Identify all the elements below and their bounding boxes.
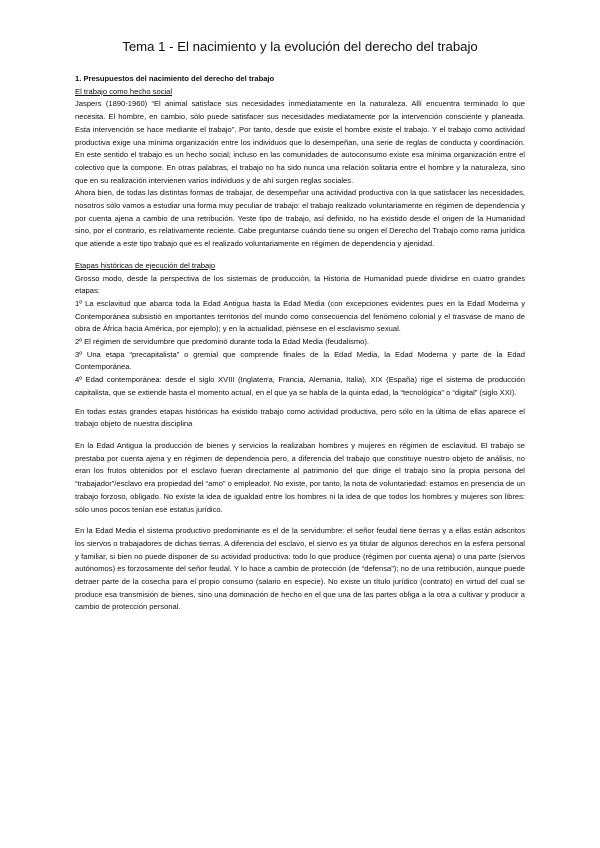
document-title: Tema 1 - El nacimiento y la evolución del derecho del trabajo bbox=[122, 39, 478, 54]
paragraph-closing: En todas estas grandes etapas históricas ha existido trabajo como actividad productiva, pero sólo en la última de ellas aparece el trabajo objeto de nuestra disciplina bbox=[75, 406, 525, 429]
document-page bbox=[75, 38, 525, 614]
paragraph-edad-antigua: En la Edad Antigua la producción de bienes y servicios la realizaban hombres y mujeres en régimen de esclavitud. El trabajo se prestaba por cuenta ajena y en régimen de dependencia pero, a diferencia del trabajo que constituye nuestro objeto de análisis, no eran los frutos obtenidos por el esclavo fueran directamente al patrimonio del que dirige el trabajo sino la propia persona del “trabajador”/esclavo era propiedad del “amo” o empleador. No existe, por tanto, la nota de voluntariedad: estamos en presencia de un trabajo forzoso, obligado. No existe la idea de igualdad entre los hombres ni la idea de que todos los hombres y mujeres son libres: sólo unos pocos tenían ese estatus jurídico. bbox=[75, 440, 525, 514]
stage-item: 1º La esclavitud que abarca toda la Edad Antigua hasta la Edad Media (con excepciones evidentes pues en la Edad Moderna y Contemporánea subsistió en importantes territorios del mundo como consecuencia del fenómeno colonial y el trasvase de mano de obra de África hacia América, por ejemplo); y en la actualidad, piénsese en el esclavismo sexual. bbox=[75, 298, 525, 334]
stage-item: 3º Una etapa “precapitalista” o gremial que comprende finales de la Edad Media, la Edad Moderna y parte de la Edad Contemporánea. bbox=[75, 349, 525, 372]
stage-item: 4º Edad contemporánea: desde el siglo XVIII (Inglaterra, Francia, Alemania, Italia), XIX (España) rige el sistema de producción capitalista, que se extiende hasta el momento actual, en el que ya se habla de la quinta edad, la “tecnológica” o “digital” (siglo XXI). bbox=[75, 375, 525, 397]
paragraph-edad-media: En la Edad Media el sistema productivo predominante es el de la servidumbre: el señor feudal tiene tierras y a ellas están adscritos los siervos o trabajadores de dichas tierras. A diferencia del esclavo, el siervo es ya titular de algunos derechos en la esfera personal y familiar, si bien no puede disponer de su actividad productiva: todo lo que produce (régimen por cuenta ajena) o una parte (siervos autónomos) es forzosamente del señor feudal. Y lo hace a cambio de protección (de “defensa”); no de una retribución, aunque puede detraer parte de la cosecha para el propio consumo (salario en especie). No existe un título jurídico (contrato) en virtud del cual se produce esa transmisión de bienes, sino una dominación de hecho en el que una de las partes obliga a la otra a cultivar y producir a cambio de protección personal. bbox=[75, 526, 525, 612]
stage-item: 2º El régimen de servidumbre que predominó durante toda la Edad Media (feudalismo). bbox=[75, 337, 370, 347]
paragraph-intro: Grosso modo, desde la perspectiva de los sistemas de producción, la Historia de Humanidad puede dividirse en cuatro grandes etapas: bbox=[75, 273, 525, 296]
subsection-heading: El trabajo como hecho social bbox=[75, 86, 173, 96]
section-heading: 1. Presupuestos del nacimiento del derecho del trabajo bbox=[75, 74, 275, 83]
paragraph-jaspers: Jaspers (1890-1960) “El animal satisface sus necesidades inmediatamente en la naturaleza. Allí encuentra terminado lo que necesita. El hombre, en cambio, sólo puede satisfacer sus necesidades mediatamente por la intervención consciente y planeada. Esta intervención se hace mediante el trabajo”. Por tanto, desde que existe el hombre existe el trabajo. Y el trabajo como actividad productiva exige una mínima organización entre los individuos que lo desempeñan, una serie de reglas de conducta y coordinación. En este sentido el trabajo es un hecho social; incluso en las comunidades de autoconsumo existe esa mínima organización entre el colectivo que la compone. En otras palabras, el trabajo no ha sido nunca una relación solitaria entre el hombre y la naturaleza, sino que en su realización intervienen varios individuos y de ahí surgen reglas sociales. bbox=[75, 99, 525, 185]
subsection-heading: Etapas históricas de ejecución del trabajo bbox=[75, 260, 216, 270]
paragraph-ahora-bien: Ahora bien, de todas las distintas formas de trabajar, de desempeñar una actividad productiva con la que satisfacer las necesidades, nosotros sólo vamos a estudiar una forma muy peculiar de trabajo: el trabajo realizado voluntariamente en régimen de dependencia y por cuenta ajena a cambio de una retribución. Yeste tipo de trabajo, así definido, no ha existido desde el origen de la Humanidad sino, por el contrario, es relativamente reciente. Cabe preguntarse cuándo tiene su origen el Derecho del Trabajo como rama jurídica que atiende a este tipo trabajo que es el realizado voluntariamente en régimen de dependencia y ajenidad. bbox=[75, 188, 525, 249]
